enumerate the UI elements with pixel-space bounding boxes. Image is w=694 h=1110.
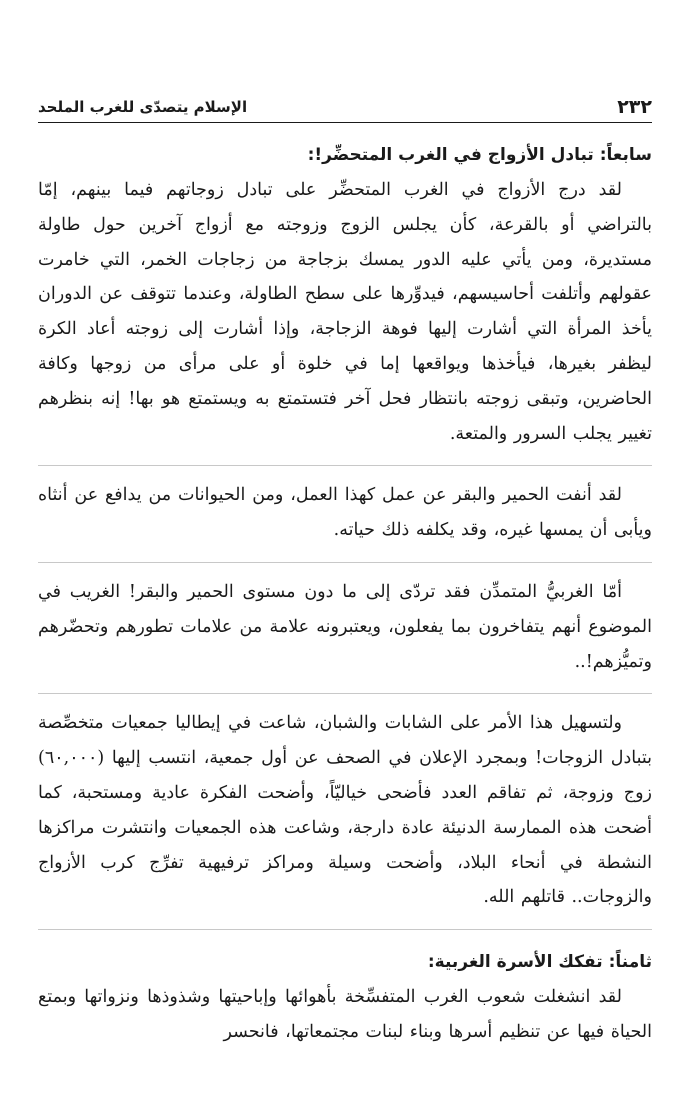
paragraph-divider bbox=[38, 929, 652, 930]
page-number: ٢٣٢ bbox=[617, 96, 652, 118]
paragraph-wife-swapping: لقد درج الأزواج في الغرب المتحضِّر على تبادل زوجاتهم فيما بينهم، إمّا بالتراضي أو بالقرعة، كأن يجلس الزوج وزوجته مع أزواج آخرين حول طاولة مستديرة، ومن يأتي عليه الدور يمسك بزجاجة من زجاجات الخمر، التي خامرت عقولهم وأتلفت أحاسيسهم، فيدوِّرها على سطح الطاولة، وعندما تتوقف عن الدوران يأخذ المرأة التي أشارت إليها فوهة الزجاجة، وإذا أشارت إلى زوجته أعاد الكرة ليظفر بغيرها، فيأخذها ويواقعها إما في خلوة أو على مرأى من زوجها وكافة الحاضرين، وتبقى زوجته بانتظار فحل آخر فتستمتع به ويستمتع هو بها! إنه بنظرهم تغيير يجلب السرور والمتعة. bbox=[38, 180, 652, 444]
paragraph-italy-associations: ولتسهيل هذا الأمر على الشابات والشبان، شاعت في إيطاليا جمعيات متخصِّصة بتبادل الزوجات! وبمجرد الإعلان في الصحف عن أول جمعية، انتسب إليها (٦٠,٠٠٠) زوج وزوجة، ثم تفاقم العدد فأضحى خياليّاً، وأضحت الفكرة عادية ومستحبة، كما أضحت هذه الممارسة الدنيئة عادة دارجة، وشاعت هذه الجمعيات وانتشرت مراكزها النشطة في أنحاء البلاد، وأضحت وسيلة ومراكز ترفيهية تفرِّج كرب الأزواج والزوجات.. قاتلهم الله. bbox=[38, 713, 652, 908]
paragraph-divider bbox=[38, 562, 652, 563]
section-heading-7: سابعاً: تبادل الأزواج في الغرب المتحضِّر!: bbox=[307, 145, 652, 165]
paragraph-civilized-westerner: أمّا الغربيُّ المتمدِّن فقد تردّى إلى ما دون مستوى الحمير والبقر! الغريب في الموضوع أنهم يتفاخرون بما يفعلون، ويعتبرونه علامة من علامات تطورهم وتحضّرهم وتميُّزهم!.. bbox=[38, 581, 652, 672]
paragraph-animals: لقد أنفت الحمير والبقر عن عمل كهذا العمل، ومن الحيوانات من يدافع عن أنثاه ويأبى أن يمسها غيره، وقد يكلفه ذلك حياته. bbox=[38, 485, 652, 541]
section-heading-8: ثامناً: تفكك الأسرة الغربية: bbox=[427, 952, 652, 973]
paragraph-family-breakdown: لقد انشغلت شعوب الغرب المتفسِّخة بأهوائها وإباحيتها وشذوذها ونزواتها وبمتع الحياة فيها عن تنظيم أسرها وبناء لبنات مجتمعاتها، فانحسر bbox=[38, 987, 652, 1042]
paragraph-divider bbox=[38, 465, 652, 466]
book-title: الإسلام يتصدّى للغرب الملحد bbox=[38, 98, 248, 116]
paragraph-divider bbox=[38, 693, 652, 694]
book-page bbox=[38, 86, 652, 1050]
running-header bbox=[38, 86, 652, 123]
